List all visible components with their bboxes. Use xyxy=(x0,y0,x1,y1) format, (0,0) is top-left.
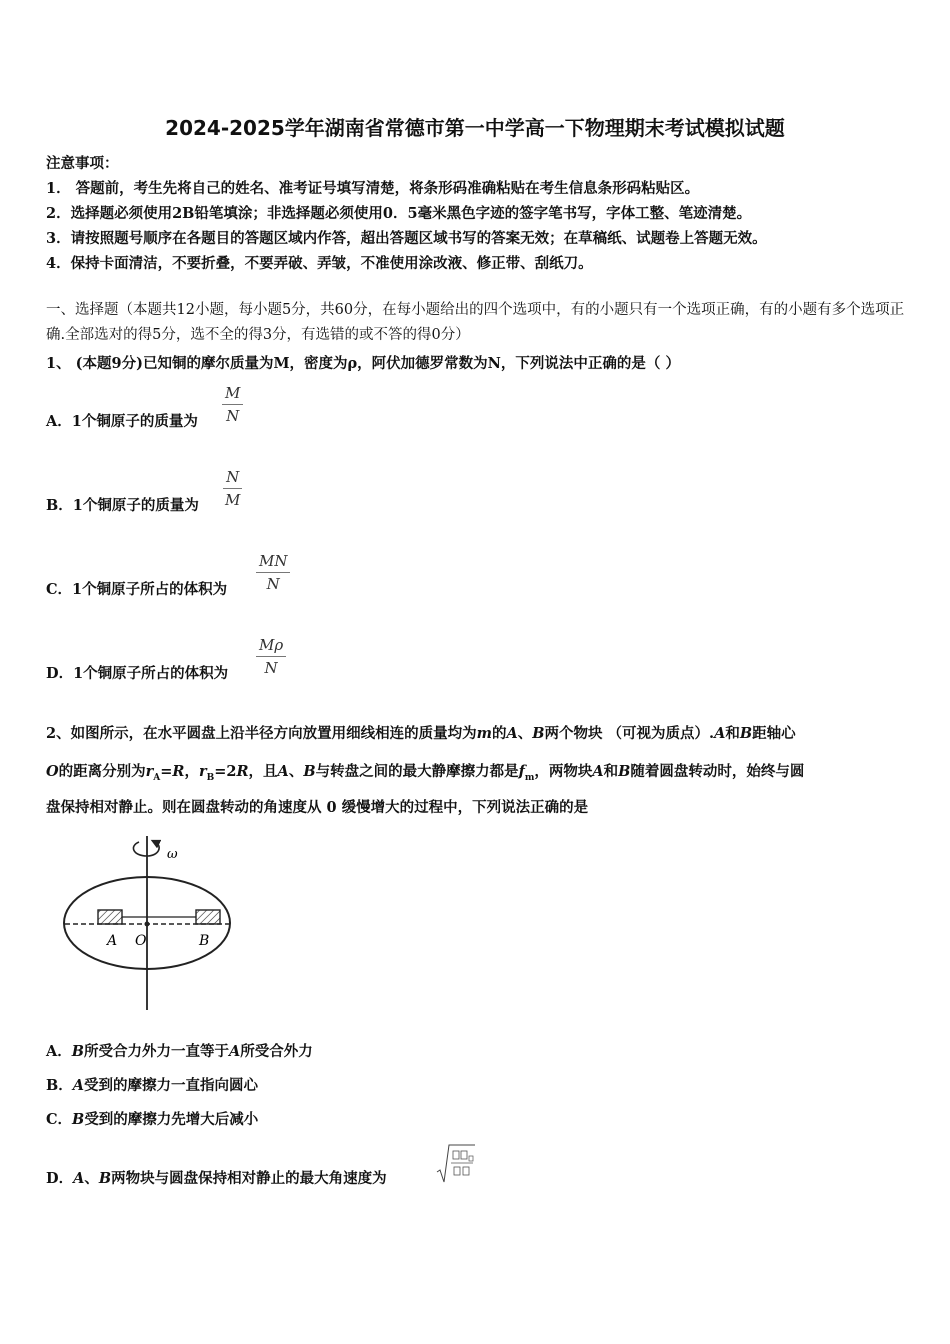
omega-label: ω xyxy=(167,847,178,862)
q1-option-d-fraction xyxy=(256,636,286,677)
notice-item: 3．请按照题号顺序在各题目的答题区域内作答，超出答题区域书写的答案无效；在草稿纸、试题卷上答题无效。 xyxy=(46,230,767,247)
denominator: M xyxy=(225,491,241,509)
label-o: O xyxy=(135,933,147,949)
question-2-stem-line1: 2、如图所示，在水平圆盘上沿半径方向放置用细线相连的质量均为m的A、B两个物块 （可视为质点）.A和B距轴心 xyxy=(46,725,796,742)
question-2-stem-line3: 盘保持相对静止。则在圆盘转动的角速度从 0 缓慢增大的过程中，下列说法正确的是 xyxy=(46,799,589,816)
q1-option-d: D．1个铜原子所占的体积为 xyxy=(46,665,229,682)
q1-option-b-fraction xyxy=(222,468,243,509)
label-b: B xyxy=(199,933,210,949)
numerator: MN xyxy=(256,552,290,573)
question-1-stem: 1、 (本题9分)已知铜的摩尔质量为M，密度为ρ，阿伏加德罗常数为N，下列说法中正确的是（ ） xyxy=(46,355,680,372)
question-2-stem-line2: O的距离分别为$r_A=R$，$r_B=2R$，且A、B与转盘之间的最大静摩擦力都是$f_m$，两物块A和B随着圆盘转动时，始终与圆 xyxy=(46,763,805,783)
label-a: A xyxy=(107,933,118,949)
center-point xyxy=(145,922,150,927)
q2-option-d: D．A、B两物块与圆盘保持相对静止的最大角速度为 xyxy=(46,1170,387,1187)
notice-item: 2．选择题必须使用2B铅笔填涂；非选择题必须使用0．5毫米黑色字迹的签字笔书写，字体工整、笔迹清楚。 xyxy=(46,205,752,222)
q1-option-c: C．1个铜原子所占的体积为 xyxy=(46,581,228,598)
block-a xyxy=(98,910,122,924)
page-title: 2024-2025学年湖南省常德市第一中学高一下物理期末考试模拟试题 xyxy=(165,116,785,140)
numerator: N xyxy=(223,468,242,489)
notice-item: 1． 答题前，考生先将自己的姓名、准考证号填写清楚，将条形码准确粘贴在考生信息条形码粘贴区。 xyxy=(46,180,700,197)
notice-heading: 注意事项： xyxy=(46,155,119,172)
denominator: N xyxy=(226,407,240,425)
q1-option-a-fraction xyxy=(222,384,243,425)
denominator: N xyxy=(264,659,278,677)
q1-option-c-fraction xyxy=(256,552,290,593)
numerator: M xyxy=(222,384,243,405)
q2-option-c: C．B受到的摩擦力先增大后减小 xyxy=(46,1111,259,1128)
q1-option-b: B．1个铜原子的质量为 xyxy=(46,497,199,514)
q1-option-a: A．1个铜原子的质量为 xyxy=(46,413,198,430)
numerator: Mρ xyxy=(256,636,286,657)
notice-item: 4．保持卡面清洁，不要折叠，不要弄破、弄皱，不准使用涂改液、修正带、刮纸刀。 xyxy=(46,255,593,272)
block-b xyxy=(196,910,220,924)
denominator: N xyxy=(266,575,280,593)
turntable-figure xyxy=(55,828,255,1013)
q2-option-a: A．B所受合力外力一直等于A所受合外力 xyxy=(46,1043,313,1060)
q2-option-b: B．A受到的摩擦力一直指向圆心 xyxy=(46,1077,259,1094)
sqrt-placeholder-formula xyxy=(436,1142,476,1184)
section-heading: 一、选择题（本题共12小题，每小题5分，共60分，在每小题给出的四个选项中，有的小题只有一个选项正确，有的小题有多个选项正确.全部选对的得5分，选不全的得3分，有选错的或不答的得0分） xyxy=(46,302,905,343)
